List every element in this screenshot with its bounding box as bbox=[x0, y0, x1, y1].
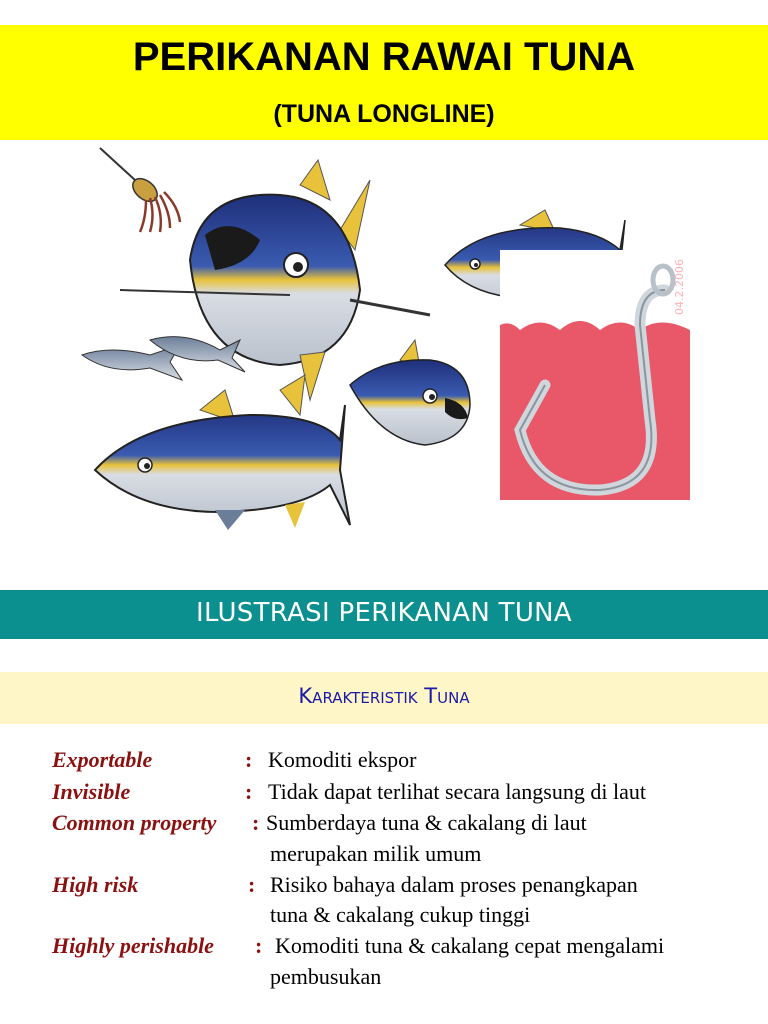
page-title: PERIKANAN RAWAI TUNA bbox=[132, 35, 636, 79]
desc-high-risk-line1: Risiko bahaya dalam proses penangkapan bbox=[270, 872, 638, 897]
fishing-hook-photo bbox=[500, 250, 690, 500]
photo-date-stamp: 04.2.2006 bbox=[673, 259, 686, 315]
desc-exportable: Komoditi ekspor bbox=[268, 747, 417, 772]
term-highly-perishable: Highly perishable bbox=[52, 933, 214, 958]
term-invisible: Invisible bbox=[52, 779, 131, 804]
desc-high-risk-line2: tuna & cakalang cukup tinggi bbox=[270, 902, 531, 927]
characteristics-heading: Karakteristik Tuna bbox=[298, 684, 470, 708]
small-fish-icon bbox=[82, 337, 245, 380]
desc-invisible: Tidak dapat terlihat secara langsung di laut bbox=[268, 779, 646, 804]
term-exportable: Exportable bbox=[52, 747, 153, 772]
tuna-middle-icon bbox=[350, 340, 470, 445]
characteristic-row-invisible bbox=[0, 779, 768, 811]
tuna-bottom-icon bbox=[95, 375, 350, 530]
page-subtitle: (TUNA LONGLINE) bbox=[273, 100, 495, 128]
term-colon: : bbox=[245, 779, 253, 804]
desc-common-property-line2: merupakan milik umum bbox=[270, 841, 482, 866]
characteristic-row-highly-perishable-cont bbox=[0, 964, 768, 996]
desc-common-property-line1: Sumberdaya tuna & cakalang di laut bbox=[266, 810, 587, 835]
characteristic-row-high-risk-cont bbox=[0, 902, 768, 934]
term-colon: : bbox=[252, 810, 260, 835]
characteristic-row-high-risk bbox=[0, 872, 768, 904]
term-colon: : bbox=[245, 747, 253, 772]
term-high-risk: High risk bbox=[52, 872, 139, 897]
section-banner: ILUSTRASI PERIKANAN TUNA bbox=[195, 598, 573, 628]
term-common-property: Common property bbox=[52, 810, 217, 835]
characteristic-row-common-property-cont bbox=[0, 841, 768, 873]
squid-lure-icon bbox=[100, 148, 180, 232]
tuna-illustration bbox=[0, 140, 768, 540]
term-colon: : bbox=[248, 872, 256, 897]
characteristic-row-exportable bbox=[0, 747, 768, 779]
characteristic-row-common-property bbox=[0, 810, 768, 842]
desc-highly-perishable-line2: pembusukan bbox=[270, 964, 382, 989]
characteristic-row-highly-perishable bbox=[0, 933, 768, 965]
term-colon: : bbox=[255, 933, 263, 958]
desc-highly-perishable-line1: Komoditi tuna & cakalang cepat mengalami bbox=[275, 933, 665, 958]
